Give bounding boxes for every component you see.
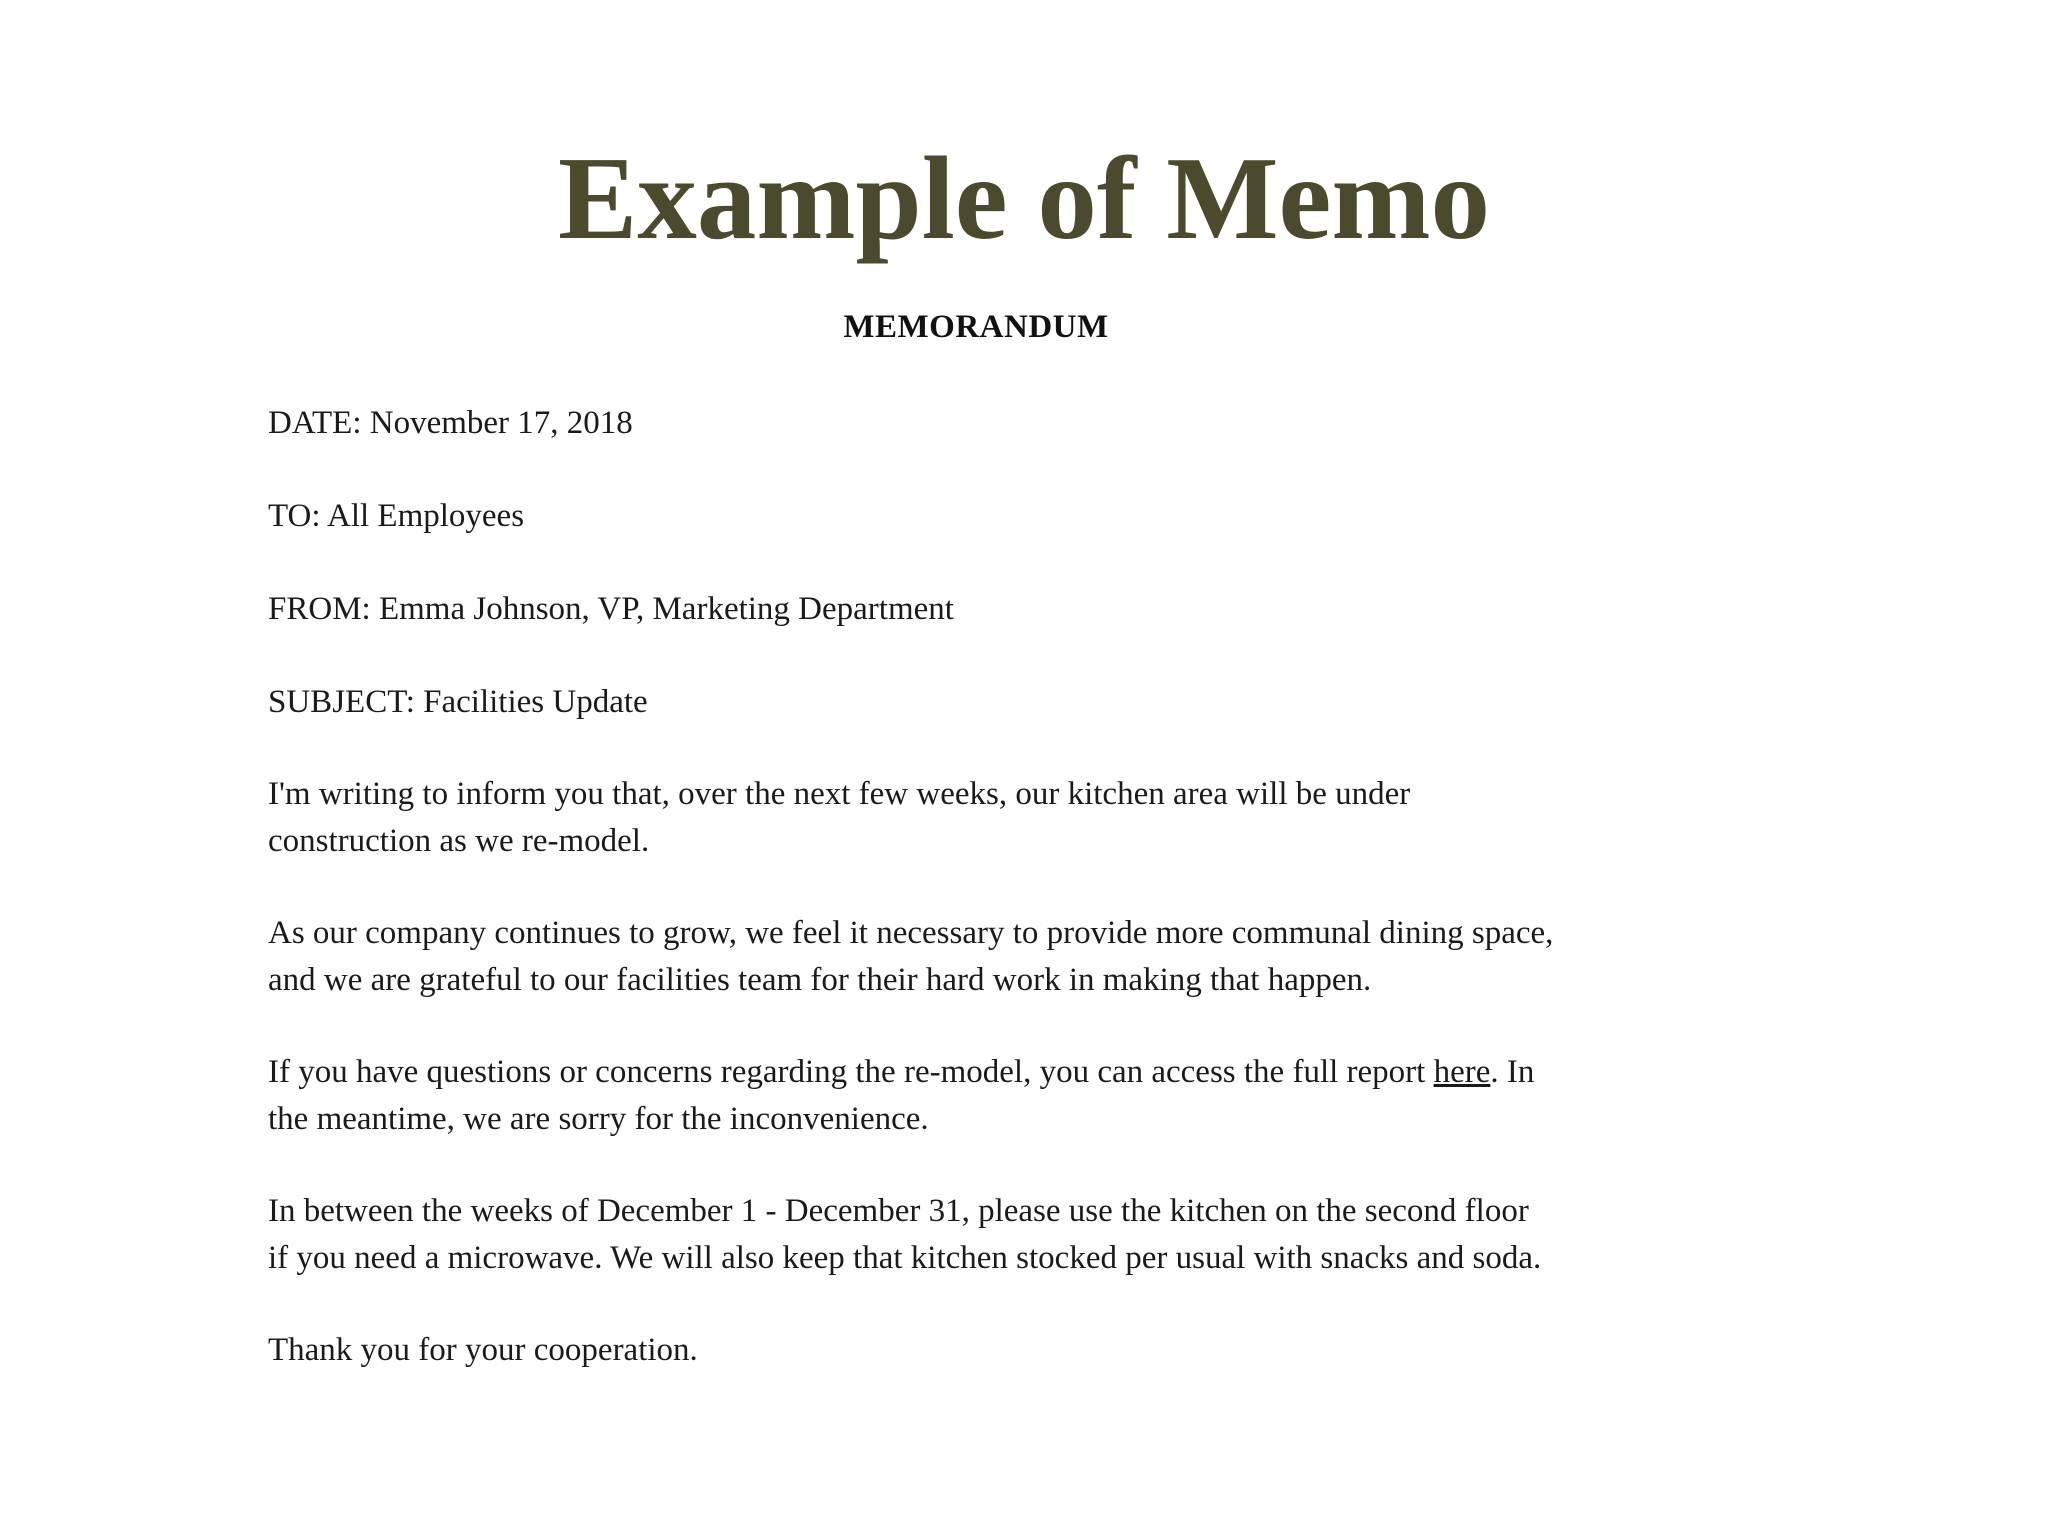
memo-subject: SUBJECT: Facilities Update [268, 684, 648, 720]
closing: Thank you for your cooperation. [268, 1332, 698, 1368]
memo-from: FROM: Emma Johnson, VP, Marketing Department [268, 591, 954, 627]
paragraph-3-line-2: the meantime, we are sorry for the inconvenience. [268, 1101, 929, 1137]
paragraph-3-line-1 [268, 1049, 1708, 1096]
paragraph-2 [268, 910, 1708, 1004]
spacer [268, 1143, 1708, 1188]
report-link[interactable]: here [1433, 1054, 1491, 1090]
spacer [268, 865, 1708, 910]
paragraph-4 [268, 1188, 1708, 1282]
paragraph-3-text-before-link: If you have questions or concerns regarding the re-model, you can access the full report [268, 1054, 1434, 1090]
memo-date: DATE: November 17, 2018 [268, 405, 633, 441]
paragraph-1-line-1: I'm writing to inform you that, over the next few weeks, our kitchen area will be under [268, 776, 1411, 812]
memo-body [268, 400, 1708, 1374]
paragraph-4-line-2: if you need a microwave. We will also keep that kitchen stocked per usual with snacks and soda. [268, 1240, 1542, 1276]
paragraph-2-line-2: and we are grateful to our facilities team for their hard work in making that happen. [268, 962, 1372, 998]
memo-heading: MEMORANDUM [843, 309, 1109, 345]
spacer [268, 726, 1708, 771]
paragraph-3 [268, 1049, 1708, 1143]
spacer [268, 1282, 1708, 1327]
slide-title: Example of Memo [558, 132, 1490, 264]
spacer [268, 1004, 1708, 1049]
memo-to: TO: All Employees [268, 498, 525, 534]
paragraph-3-text-after-link: . In [1490, 1054, 1535, 1090]
paragraph-1-line-2: construction as we re-model. [268, 823, 650, 859]
paragraph-4-line-1: In between the weeks of December 1 - December 31, please use the kitchen on the second floor [268, 1193, 1529, 1229]
paragraph-2-line-1: As our company continues to grow, we feel it necessary to provide more communal dining space, [268, 915, 1554, 951]
paragraph-1 [268, 771, 1708, 865]
